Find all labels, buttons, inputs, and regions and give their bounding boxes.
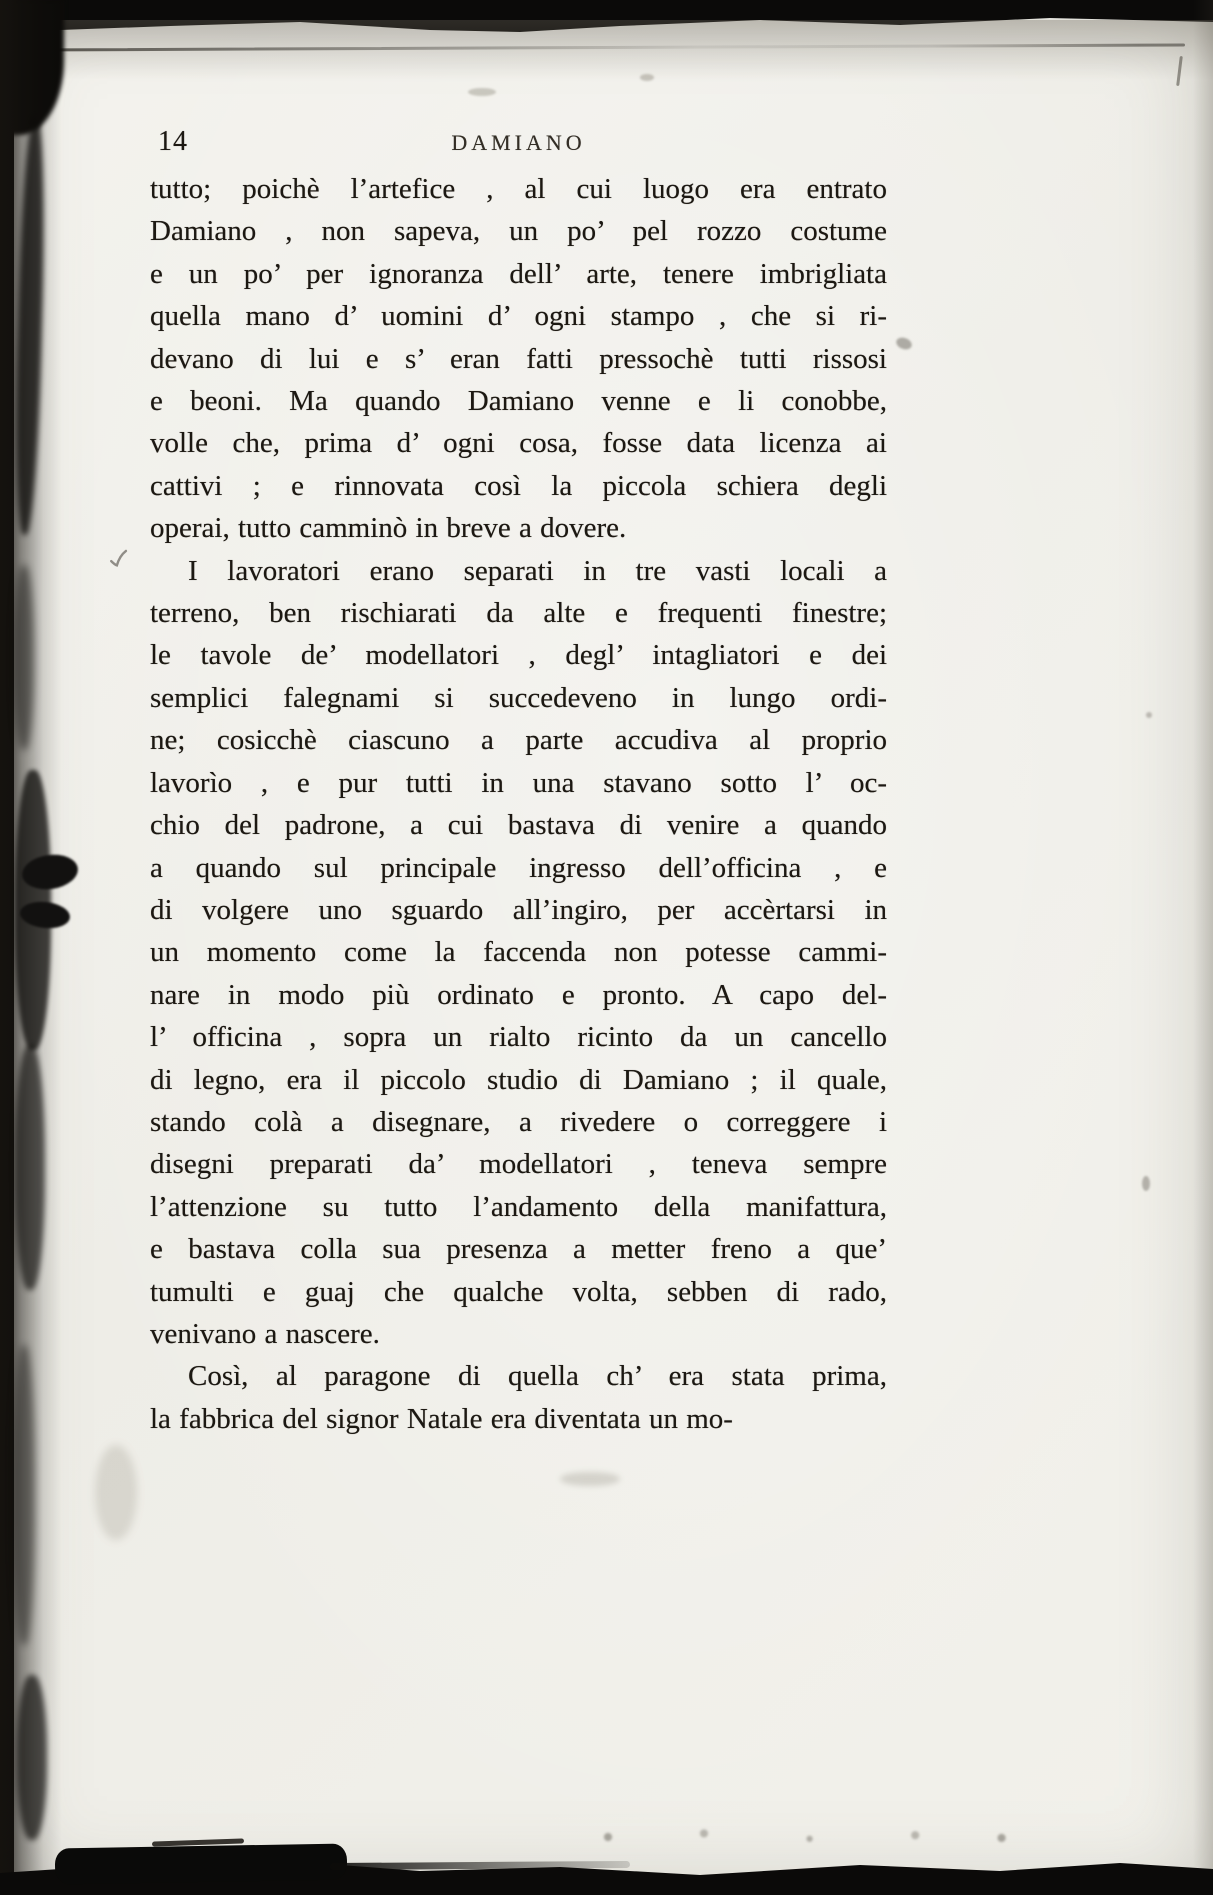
scan-ink-blot xyxy=(19,899,71,930)
text-line: ne; cosicchè ciascuno a parte accudiva al proprio xyxy=(150,724,887,757)
scan-bottom-ink-trail xyxy=(330,1861,630,1870)
text-line: e bastava colla sua presenza a metter freno a que’ xyxy=(150,1233,887,1266)
paragraph xyxy=(150,1355,887,1440)
scan-speck xyxy=(95,1445,137,1540)
scan-bottom-smudge xyxy=(560,1828,1040,1846)
scan-edge-bottom xyxy=(0,1855,1213,1895)
page-header xyxy=(150,124,887,164)
scan-ink-blot xyxy=(13,115,48,535)
scan-ink-blot xyxy=(15,770,51,1050)
text-line: disegni preparati da’ modellatori , teneva sempre xyxy=(150,1148,887,1181)
paragraph xyxy=(150,168,887,550)
scan-top-shadow xyxy=(0,20,1213,80)
scan-binding-edge xyxy=(0,0,14,1895)
text-line: lavorìo , e pur tutti in una stavano sotto l’ oc- xyxy=(150,766,887,799)
text-line: I lavoratori erano separati in tre vasti locali a xyxy=(188,554,887,587)
scan-speck xyxy=(468,88,496,96)
scan-edge-top xyxy=(0,0,1213,34)
text-line: la fabbrica del signor Natale era diventata un mo- xyxy=(150,1402,733,1435)
scan-ink-blot xyxy=(15,1045,45,1290)
paragraph xyxy=(150,550,887,1356)
text-line: cattivi ; e rinnovata così la piccola schiera degli xyxy=(150,469,887,502)
scan-ink-blot xyxy=(17,1675,47,1840)
page-number: 14 xyxy=(158,126,188,157)
text-line: stando colà a disegnare, a rivedere o correggere i xyxy=(150,1105,887,1138)
text-line: volle che, prima d’ ogni cosa, fosse data licenza ai xyxy=(150,427,887,460)
scan-right-mark xyxy=(1176,56,1183,86)
text-line: a quando sul principale ingresso dell’officina , e xyxy=(150,851,887,884)
text-line: tumulti e guaj che qualche volta, sebben di rado, xyxy=(150,1275,887,1308)
scan-top-left-corner xyxy=(0,0,64,135)
margin-checkmark-artifact xyxy=(107,547,132,572)
text-line: Così, al paragone di quella ch’ era stata prima, xyxy=(188,1360,887,1393)
text-line: l’ officina , sopra un rialto ricinto da un cancello xyxy=(150,1021,887,1054)
scan-speck xyxy=(560,1472,620,1486)
scan-binding-shadow xyxy=(0,0,62,1895)
text-line: terreno, ben rischiarati da alte e frequenti finestre; xyxy=(150,597,887,630)
text-line: chio del padrone, a cui bastava di venire a quando xyxy=(150,809,887,842)
scan-bottom-dash xyxy=(152,1838,244,1846)
scan-speck xyxy=(895,336,914,352)
running-title: DAMIANO xyxy=(451,130,586,155)
text-line: semplici falegnami si succedeveno in lungo ordi- xyxy=(150,681,887,714)
text-line: nare in modo più ordinato e pronto. A capo del- xyxy=(150,978,887,1011)
scan-bottom-ink-blot xyxy=(55,1843,348,1884)
scan-top-line xyxy=(25,43,1185,51)
scan-ink-blot xyxy=(14,565,34,750)
scan-speck xyxy=(1142,1176,1150,1191)
text-line: e beoni. Ma quando Damiano venne e li conobbe, xyxy=(150,385,887,418)
text-line: un momento come la faccenda non potesse cammi- xyxy=(150,936,887,969)
text-block xyxy=(150,168,887,1440)
text-line: l’attenzione su tutto l’andamento della manifattura, xyxy=(150,1190,887,1223)
text-line: devano di lui e s’ eran fatti pressochè tutti rissosi xyxy=(150,342,887,375)
text-line: operai, tutto camminò in breve a dovere. xyxy=(150,512,627,545)
text-line: venivano a nascere. xyxy=(150,1317,380,1350)
scan-ink-blot xyxy=(20,851,80,892)
scan-right-shadow xyxy=(1193,0,1213,1895)
text-line: Damiano , non sapeva, un po’ pel rozzo costume xyxy=(150,215,887,248)
text-line: di legno, era il piccolo studio di Damiano ; il quale, xyxy=(150,1063,887,1096)
text-line: le tavole de’ modellatori , degl’ intagliatori e dei xyxy=(150,639,887,672)
text-line: quella mano d’ uomini d’ ogni stampo , che si ri- xyxy=(150,300,887,333)
text-line: di volgere uno sguardo all’ingiro, per accèrtarsi in xyxy=(150,893,887,926)
scan-speck xyxy=(640,74,654,81)
scan-speck xyxy=(1146,712,1152,718)
text-line: e un po’ per ignoranza dell’ arte, tenere imbrigliata xyxy=(150,257,887,290)
scan-ink-blot xyxy=(13,1345,35,1645)
text-line: tutto; poichè l’artefice , al cui luogo era entrato xyxy=(150,173,887,205)
